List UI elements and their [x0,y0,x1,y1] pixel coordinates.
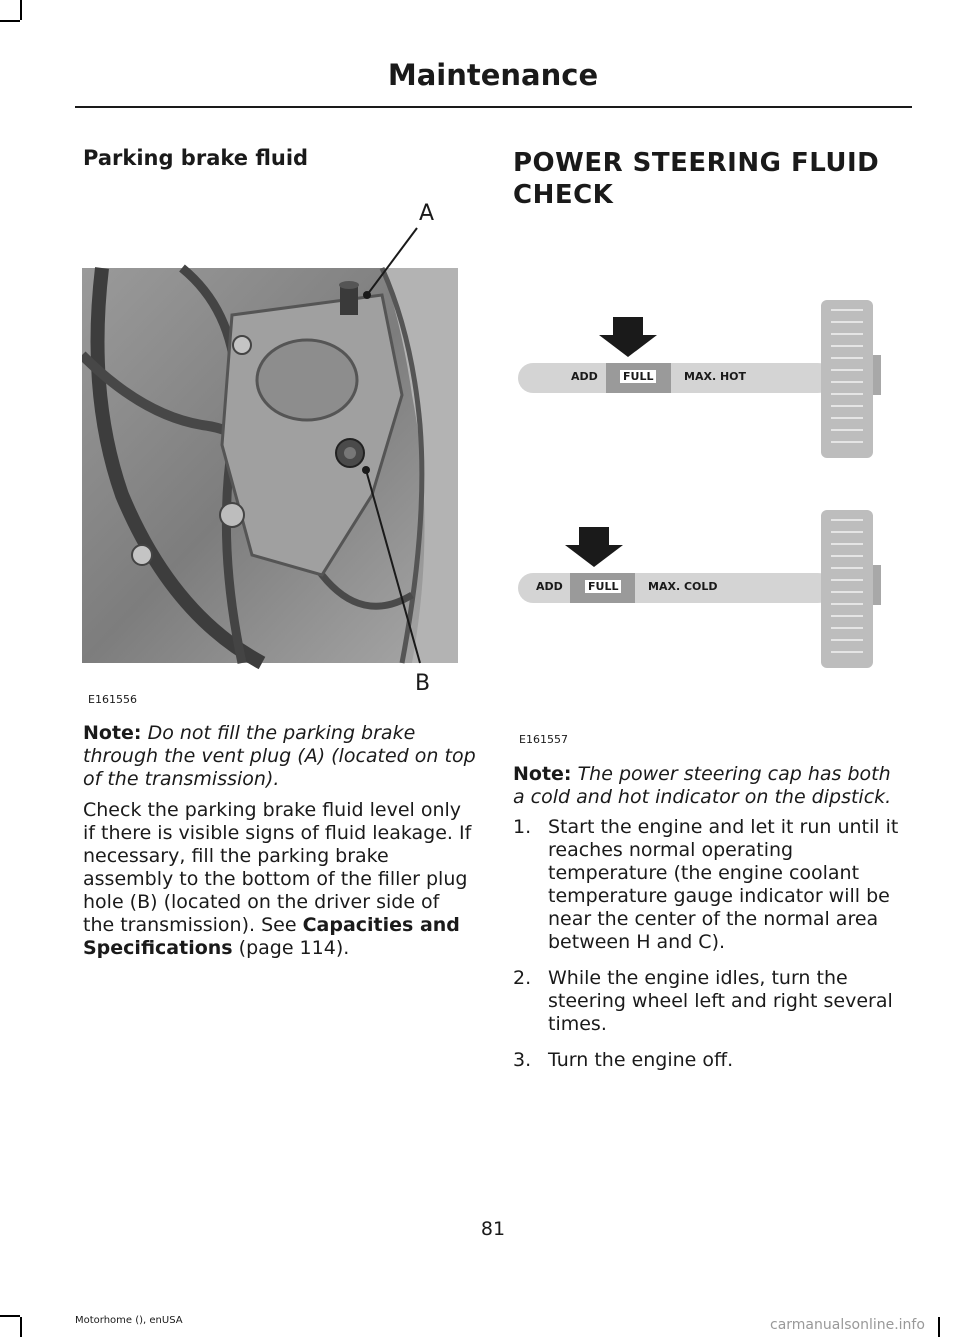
document-id: Motorhome (), enUSA [75,1315,183,1326]
step-text: Start the engine and let it run until it reaches normal operating temperature (the engine coolant temperature gauge indicator will be near the center of the normal area between H and C). [548,816,899,953]
crop-mark [20,0,22,20]
hot-temp-text: HOT [719,370,747,383]
heading-line-1: POWER STEERING FLUID [513,148,880,178]
hot-max-text: MAX. [684,370,717,383]
parking-brake-body [83,799,476,960]
body-text: Check the parking brake fluid level only if there is visible signs of fluid leakage. If necessary, fill the parking brake assembly to the bottom of the filler plug hole (B) (located on the driver side of the transmission). See [83,799,472,936]
note-text: Do not fill the parking brake through the vent plug (A) (located on top of the transmission). [83,722,476,790]
crop-mark [938,1317,940,1337]
step-number: 1. [513,816,532,838]
step-number: 2. [513,967,532,989]
power-steering-note [513,763,908,809]
step-item [513,816,908,954]
parking-brake-illustration [82,195,462,695]
callout-a-label: A [419,201,435,226]
crop-mark [20,1317,22,1337]
hot-full-label: FULL [620,370,656,383]
cold-full-label: FULL [585,580,621,593]
section-heading-power-steering [513,147,879,211]
cold-max-label [648,580,718,593]
page-number: 81 [480,1218,506,1240]
step-text: While the engine idles, turn the steering wheel left and right several times. [548,967,893,1035]
heading-line-2: CHECK [513,180,614,210]
crop-mark [0,1315,20,1317]
step-number: 3. [513,1049,532,1071]
note-label: Note: [83,722,142,744]
parking-brake-note [83,722,476,791]
section-heading-parking-brake: Parking brake fluid [83,146,309,170]
note-text: The power steering cap has both a cold and hot indicator on the dipstick. [513,763,892,808]
step-item [513,967,908,1036]
figure-id: E161557 [519,733,568,746]
dipstick-illustration [513,295,893,685]
page-header-title: Maintenance [387,58,599,92]
figure-id: E161556 [88,693,137,706]
cold-add-label: ADD [536,580,563,593]
step-text: Turn the engine off. [548,1049,734,1071]
header-rule [75,106,912,108]
cold-temp-text: COLD [683,580,718,593]
capacities-link[interactable]: Capacities and Specifications [83,914,460,959]
parking-brake-figure [82,195,462,706]
procedure-steps [513,816,908,1085]
cold-max-text: MAX. [648,580,681,593]
watermark: carmanualsonline.info [770,1317,925,1333]
page-reference: (page 114). [238,937,350,959]
hot-max-label [684,370,746,383]
note-label: Note: [513,763,572,785]
callout-b-label: B [415,671,431,696]
step-item [513,1049,908,1072]
dipstick-figure [513,295,893,755]
hot-add-label: ADD [571,370,598,383]
crop-mark [0,20,20,22]
